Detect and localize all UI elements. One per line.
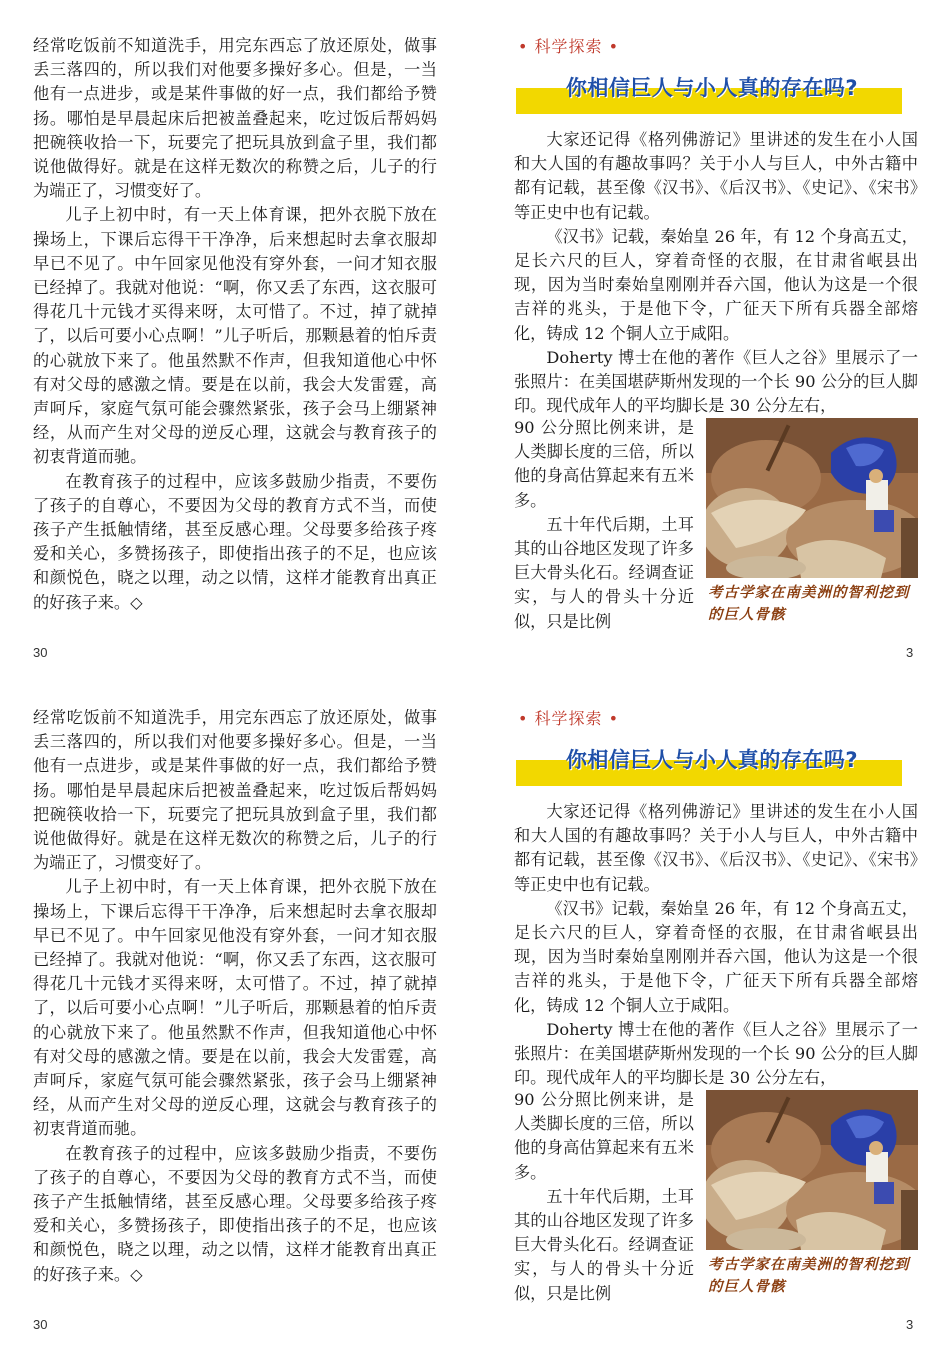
- page-spread-bottom: [0, 672, 950, 1344]
- right-paragraph-2: 《汉书》记载，秦始皇 26 年，有 12 个身高五丈，足长六尺的巨人，穿着奇怪的衣服，在甘肃省岷县出现，因为当时秦始皇刚刚并吞六国，他认为这是一个很吉祥的兆头，于是他下令，广征天下所有兵器全部熔化，铸成 12 个铜人立于咸阳。: [514, 898, 918, 1015]
- narrow-paragraph-2: 五十年代后期，土耳其的山谷地区发现了许多巨大骨头化石。经调查证实，与人的骨头十分近似，只是比例: [514, 1186, 694, 1303]
- right-paragraph-2: 《汉书》记载，秦始皇 26 年，有 12 个身高五丈，足长六尺的巨人，穿着奇怪的衣服，在甘肃省岷县出现，因为当时秦始皇刚刚并吞六国，他认为这是一个很吉祥的兆头，于是他下令，广征天下所有兵器全部熔化，铸成 12 个铜人立于咸阳。: [514, 226, 918, 343]
- narrow-paragraph-2: 五十年代后期，土耳其的山谷地区发现了许多巨大骨头化石。经调查证实，与人的骨头十分近似，只是比例: [514, 514, 694, 631]
- right-page-text: [514, 128, 918, 418]
- left-paragraph-2: 儿子上初中时，有一天上体育课，把外衣脱下放在操场上，下课后忘得干干净净，后来想起时去拿衣服却早已不见了。中午回家见他没有穿外套，一问才知衣服已经掉了。我就对他说：“啊，你又丢了东西，这衣服可得花几十元钱才买得来呀，太可惜了。不过，掉了就掉了，以后可要小心点啊！”儿子听后，那颗悬着的怕斥责的心就放下来了。他虽然默不作声，但我知道他心中怀有对父母的感激之情。要是在以前，我会大发雷霆，高声呵斥，家庭气氛可能会骤然紧张，孩子会马上绷紧神经，从而产生对父母的逆反心理，这就会与教育孩子的初衷背道而驰。: [33, 877, 437, 1139]
- left-paragraph-2: 儿子上初中时，有一天上体育课，把外衣脱下放在操场上，下课后忘得干干净净，后来想起时去拿衣服却早已不见了。中午回家见他没有穿外套，一问才知衣服已经掉了。我就对他说：“啊，你又丢了东西，这衣服可得花几十元钱才买得来呀，太可惜了。不过，掉了就掉了，以后可要小心点啊！”儿子听后，那颗悬着的怕斥责的心就放下来了。他虽然默不作声，但我知道他心中怀有对父母的感激之情。要是在以前，我会大发雷霆，高声呵斥，家庭气氛可能会骤然紧张，孩子会马上绷紧神经，从而产生对父母的逆反心理，这就会与教育孩子的初衷背道而驰。: [33, 205, 437, 467]
- left-page-number: 30: [33, 645, 48, 660]
- left-paragraph-1: 经常吃饭前不知道洗手，用完东西忘了放还原处，做事丢三落四的，所以我们对他要多操好多心。但是，一当他有一点进步，或是某件事做的好一点，我们都给予赞扬。哪怕是早晨起床后把被盖叠起来，吃过饭后帮妈妈把碗筷收拾一下，玩要完了把玩具放到盒子里，我们都说他做得好。就是在这样无数次的称赞之后，儿子的行为端正了，习惯变好了。: [33, 708, 437, 873]
- right-paragraph-1: 大家还记得《格列佛游记》里讲述的发生在小人国和大人国的有趣故事吗？关于小人与巨人，中外古籍中都有记载，甚至像《汉书》、《后汉书》、《史记》、《宋书》等正史中也有记载。: [514, 130, 918, 222]
- left-paragraph-3: 在教育孩子的过程中，应该多鼓励少指责，不要伤了孩子的自尊心，不要因为父母的教育方式不当，而使孩子产生抵触情绪，甚至反感心理。父母要多给孩子疼爱和关心，多赞扬孩子，即使指出孩子的不足，也应该和颜悦色，晓之以理，动之以情，这样才能教育出真正的好孩子来。◇: [33, 471, 437, 612]
- left-page-number: 30: [33, 1317, 48, 1332]
- photo-caption: 考古学家在南美洲的智利挖到的巨人骨骸: [708, 584, 910, 623]
- left-paragraph-1: 经常吃饭前不知道洗手，用完东西忘了放还原处，做事丢三落四的，所以我们对他要多操好多心。但是，一当他有一点进步，或是某件事做的好一点，我们都给予赞扬。哪怕是早晨起床后把被盖叠起来，吃过饭后帮妈妈把碗筷收拾一下，玩要完了把玩具放到盒子里，我们都说他做得好。就是在这样无数次的称赞之后，儿子的行为端正了，习惯变好了。: [33, 36, 437, 201]
- right-narrow-text: [514, 1088, 694, 1306]
- photo-caption: 考古学家在南美洲的智利挖到的巨人骨骸: [708, 1256, 910, 1295]
- page-spread-top: [0, 0, 950, 672]
- right-page-number: 3: [906, 645, 914, 660]
- article-title: 你相信巨人与小人真的存在吗?: [565, 76, 859, 100]
- right-paragraph-3: Doherty 博士在他的著作《巨人之谷》里展示了一张照片：在美国堪萨斯州发现的一个长 90 公分的巨人脚印。现代成年人的平均脚长是 30 公分左右，: [514, 1019, 918, 1088]
- left-page-text: [33, 34, 437, 615]
- right-narrow-text: [514, 416, 694, 634]
- section-tag: • 科学探索 •: [518, 709, 620, 728]
- right-page-number: 3: [906, 1317, 914, 1332]
- left-paragraph-3: 在教育孩子的过程中，应该多鼓励少指责，不要伤了孩子的自尊心，不要因为父母的教育方式不当，而使孩子产生抵触情绪，甚至反感心理。父母要多给孩子疼爱和关心，多赞扬孩子，即使指出孩子的不足，也应该和颜悦色，晓之以理，动之以情，这样才能教育出真正的好孩子来。◇: [33, 1143, 437, 1284]
- narrow-paragraph-1: 90 公分照比例来讲，是人类脚长度的三倍，所以他的身高估算起来有五米多。: [514, 418, 694, 510]
- section-tag: • 科学探索 •: [518, 37, 620, 56]
- left-page-text: [33, 706, 437, 1287]
- giant-skeleton-photo: [706, 1090, 918, 1250]
- article-title: 你相信巨人与小人真的存在吗?: [565, 748, 859, 772]
- right-paragraph-3: Doherty 博士在他的著作《巨人之谷》里展示了一张照片：在美国堪萨斯州发现的一个长 90 公分的巨人脚印。现代成年人的平均脚长是 30 公分左右，: [514, 347, 918, 416]
- giant-skeleton-photo: [706, 418, 918, 578]
- right-paragraph-1: 大家还记得《格列佛游记》里讲述的发生在小人国和大人国的有趣故事吗？关于小人与巨人，中外古籍中都有记载，甚至像《汉书》、《后汉书》、《史记》、《宋书》等正史中也有记载。: [514, 802, 918, 894]
- narrow-paragraph-1: 90 公分照比例来讲，是人类脚长度的三倍，所以他的身高估算起来有五米多。: [514, 1090, 694, 1182]
- right-page-text: [514, 800, 918, 1090]
